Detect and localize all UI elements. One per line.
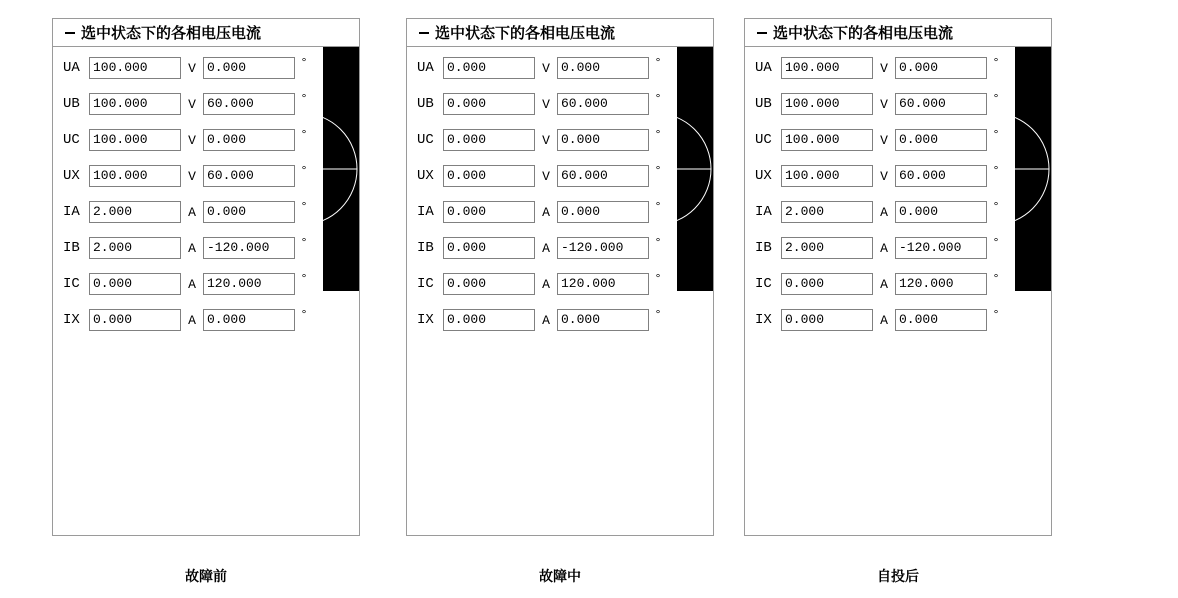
row-label: IX [417, 312, 434, 328]
row-label: UX [417, 168, 434, 184]
magnitude-input[interactable]: 0.000 [443, 273, 535, 295]
magnitude-input[interactable]: 2.000 [89, 201, 181, 223]
row-label: IB [63, 240, 80, 256]
degree-symbol: ° [993, 235, 999, 249]
degree-symbol: ° [993, 127, 999, 141]
row-label: IX [63, 312, 80, 328]
table-row [407, 271, 713, 297]
angle-input[interactable]: 120.000 [895, 273, 987, 295]
table-row [407, 163, 713, 189]
panel-caption: 自投后 [877, 568, 919, 584]
magnitude-input[interactable]: 100.000 [89, 129, 181, 151]
panel-caption: 故障前 [185, 568, 227, 584]
panel-title-bar[interactable] [53, 19, 359, 47]
angle-input[interactable]: 0.000 [557, 129, 649, 151]
magnitude-input[interactable]: 2.000 [781, 201, 873, 223]
table-row [407, 199, 713, 225]
angle-input[interactable]: 60.000 [895, 93, 987, 115]
table-row [53, 91, 359, 117]
magnitude-input[interactable]: 0.000 [443, 201, 535, 223]
collapse-minus-icon[interactable] [419, 32, 429, 34]
degree-symbol: ° [655, 91, 661, 105]
phase-values-panel [52, 18, 360, 536]
unit-label: A [188, 204, 196, 220]
phase-values-panel-group-1 [52, 18, 360, 584]
angle-input[interactable]: 0.000 [557, 201, 649, 223]
phase-values-panel [744, 18, 1052, 536]
unit-label: A [188, 312, 196, 328]
table-row [53, 235, 359, 261]
magnitude-input[interactable]: 100.000 [781, 57, 873, 79]
degree-symbol: ° [301, 91, 307, 105]
table-row [407, 127, 713, 153]
degree-symbol: ° [993, 91, 999, 105]
angle-input[interactable]: -120.000 [557, 237, 649, 259]
degree-symbol: ° [993, 163, 999, 177]
magnitude-input[interactable]: 0.000 [443, 237, 535, 259]
panel-title-label: 选中状态下的各相电压电流 [773, 25, 954, 42]
row-label: UC [417, 132, 434, 148]
angle-input[interactable]: 0.000 [895, 57, 987, 79]
row-label: IA [417, 204, 434, 220]
row-label: UC [63, 132, 80, 148]
row-label: UC [755, 132, 772, 148]
row-label: IA [63, 204, 80, 220]
unit-label: V [880, 132, 888, 148]
unit-label: A [542, 276, 550, 292]
unit-label: V [542, 96, 550, 112]
magnitude-input[interactable]: 0.000 [443, 57, 535, 79]
magnitude-input[interactable]: 0.000 [443, 309, 535, 331]
magnitude-input[interactable]: 100.000 [781, 165, 873, 187]
degree-symbol: ° [655, 127, 661, 141]
magnitude-input[interactable]: 100.000 [781, 129, 873, 151]
angle-input[interactable]: 0.000 [203, 129, 295, 151]
table-row [53, 199, 359, 225]
angle-input[interactable]: -120.000 [895, 237, 987, 259]
unit-label: A [542, 204, 550, 220]
row-label: UA [417, 60, 434, 76]
unit-label: V [542, 168, 550, 184]
unit-label: A [880, 240, 888, 256]
angle-input[interactable]: 60.000 [203, 93, 295, 115]
collapse-minus-icon[interactable] [65, 32, 75, 34]
table-row [53, 55, 359, 81]
unit-label: A [188, 240, 196, 256]
angle-input[interactable]: 0.000 [203, 57, 295, 79]
table-row [745, 307, 1051, 333]
unit-label: V [880, 168, 888, 184]
magnitude-input[interactable]: 0.000 [443, 129, 535, 151]
phase-rows-list [745, 55, 1051, 343]
row-label: UA [63, 60, 80, 76]
unit-label: V [542, 132, 550, 148]
magnitude-input[interactable]: 0.000 [781, 273, 873, 295]
unit-label: A [542, 312, 550, 328]
angle-input[interactable]: 0.000 [557, 309, 649, 331]
phase-values-panel-group-2 [406, 18, 714, 584]
table-row [407, 307, 713, 333]
row-label: IB [755, 240, 772, 256]
degree-symbol: ° [655, 163, 661, 177]
table-row [745, 91, 1051, 117]
degree-symbol: ° [301, 163, 307, 177]
angle-input[interactable]: 60.000 [557, 165, 649, 187]
degree-symbol: ° [301, 199, 307, 213]
degree-symbol: ° [655, 199, 661, 213]
magnitude-input[interactable]: 0.000 [89, 309, 181, 331]
panel-title-label: 选中状态下的各相电压电流 [81, 25, 262, 42]
unit-label: V [188, 96, 196, 112]
phase-rows-list [407, 55, 713, 343]
unit-label: V [880, 60, 888, 76]
unit-label: V [542, 60, 550, 76]
row-label: IC [755, 276, 772, 292]
angle-input[interactable]: 120.000 [203, 273, 295, 295]
degree-symbol: ° [993, 55, 999, 69]
table-row [407, 235, 713, 261]
row-label: UB [63, 96, 80, 112]
unit-label: V [188, 60, 196, 76]
unit-label: A [880, 204, 888, 220]
row-label: IC [417, 276, 434, 292]
angle-input[interactable]: 0.000 [557, 57, 649, 79]
unit-label: A [542, 240, 550, 256]
table-row [53, 271, 359, 297]
magnitude-input[interactable]: 100.000 [89, 57, 181, 79]
table-row [53, 127, 359, 153]
unit-label: V [188, 132, 196, 148]
magnitude-input[interactable]: 2.000 [89, 237, 181, 259]
table-row [745, 163, 1051, 189]
row-label: IX [755, 312, 772, 328]
angle-input[interactable]: 0.000 [895, 309, 987, 331]
angle-input[interactable]: 60.000 [557, 93, 649, 115]
unit-label: V [880, 96, 888, 112]
magnitude-input[interactable]: 100.000 [781, 93, 873, 115]
collapse-minus-icon[interactable] [757, 32, 767, 34]
angle-input[interactable]: 0.000 [895, 201, 987, 223]
phase-values-panel [406, 18, 714, 536]
degree-symbol: ° [301, 55, 307, 69]
magnitude-input[interactable]: 0.000 [781, 309, 873, 331]
row-label: UB [755, 96, 772, 112]
table-row [53, 163, 359, 189]
panel-title-bar[interactable] [407, 19, 713, 47]
angle-input[interactable]: 60.000 [895, 165, 987, 187]
table-row [745, 55, 1051, 81]
unit-label: V [188, 168, 196, 184]
panel-title-bar[interactable] [745, 19, 1051, 47]
degree-symbol: ° [655, 307, 661, 321]
degree-symbol: ° [301, 271, 307, 285]
panel-title-label: 选中状态下的各相电压电流 [435, 25, 616, 42]
degree-symbol: ° [993, 307, 999, 321]
degree-symbol: ° [655, 235, 661, 249]
angle-input[interactable]: -120.000 [203, 237, 295, 259]
degree-symbol: ° [655, 55, 661, 69]
table-row [745, 127, 1051, 153]
unit-label: A [880, 276, 888, 292]
row-label: UX [755, 168, 772, 184]
table-row [745, 271, 1051, 297]
table-row [407, 55, 713, 81]
angle-input[interactable]: 60.000 [203, 165, 295, 187]
magnitude-input[interactable]: 100.000 [89, 165, 181, 187]
magnitude-input[interactable]: 0.000 [443, 165, 535, 187]
table-row [407, 91, 713, 117]
degree-symbol: ° [301, 127, 307, 141]
magnitude-input[interactable]: 100.000 [89, 93, 181, 115]
table-row [53, 307, 359, 333]
phase-rows-list [53, 55, 359, 343]
degree-symbol: ° [301, 307, 307, 321]
row-label: UB [417, 96, 434, 112]
magnitude-input[interactable]: 0.000 [89, 273, 181, 295]
degree-symbol: ° [993, 199, 999, 213]
row-label: UA [755, 60, 772, 76]
degree-symbol: ° [993, 271, 999, 285]
angle-input[interactable]: 120.000 [557, 273, 649, 295]
angle-input[interactable]: 0.000 [203, 309, 295, 331]
panel-caption: 故障中 [539, 568, 581, 584]
row-label: UX [63, 168, 80, 184]
row-label: IA [755, 204, 772, 220]
unit-label: A [880, 312, 888, 328]
degree-symbol: ° [655, 271, 661, 285]
row-label: IB [417, 240, 434, 256]
angle-input[interactable]: 0.000 [895, 129, 987, 151]
table-row [745, 235, 1051, 261]
table-row [745, 199, 1051, 225]
angle-input[interactable]: 0.000 [203, 201, 295, 223]
magnitude-input[interactable]: 0.000 [443, 93, 535, 115]
row-label: IC [63, 276, 80, 292]
magnitude-input[interactable]: 2.000 [781, 237, 873, 259]
phase-values-panel-group-3 [744, 18, 1052, 584]
degree-symbol: ° [301, 235, 307, 249]
unit-label: A [188, 276, 196, 292]
